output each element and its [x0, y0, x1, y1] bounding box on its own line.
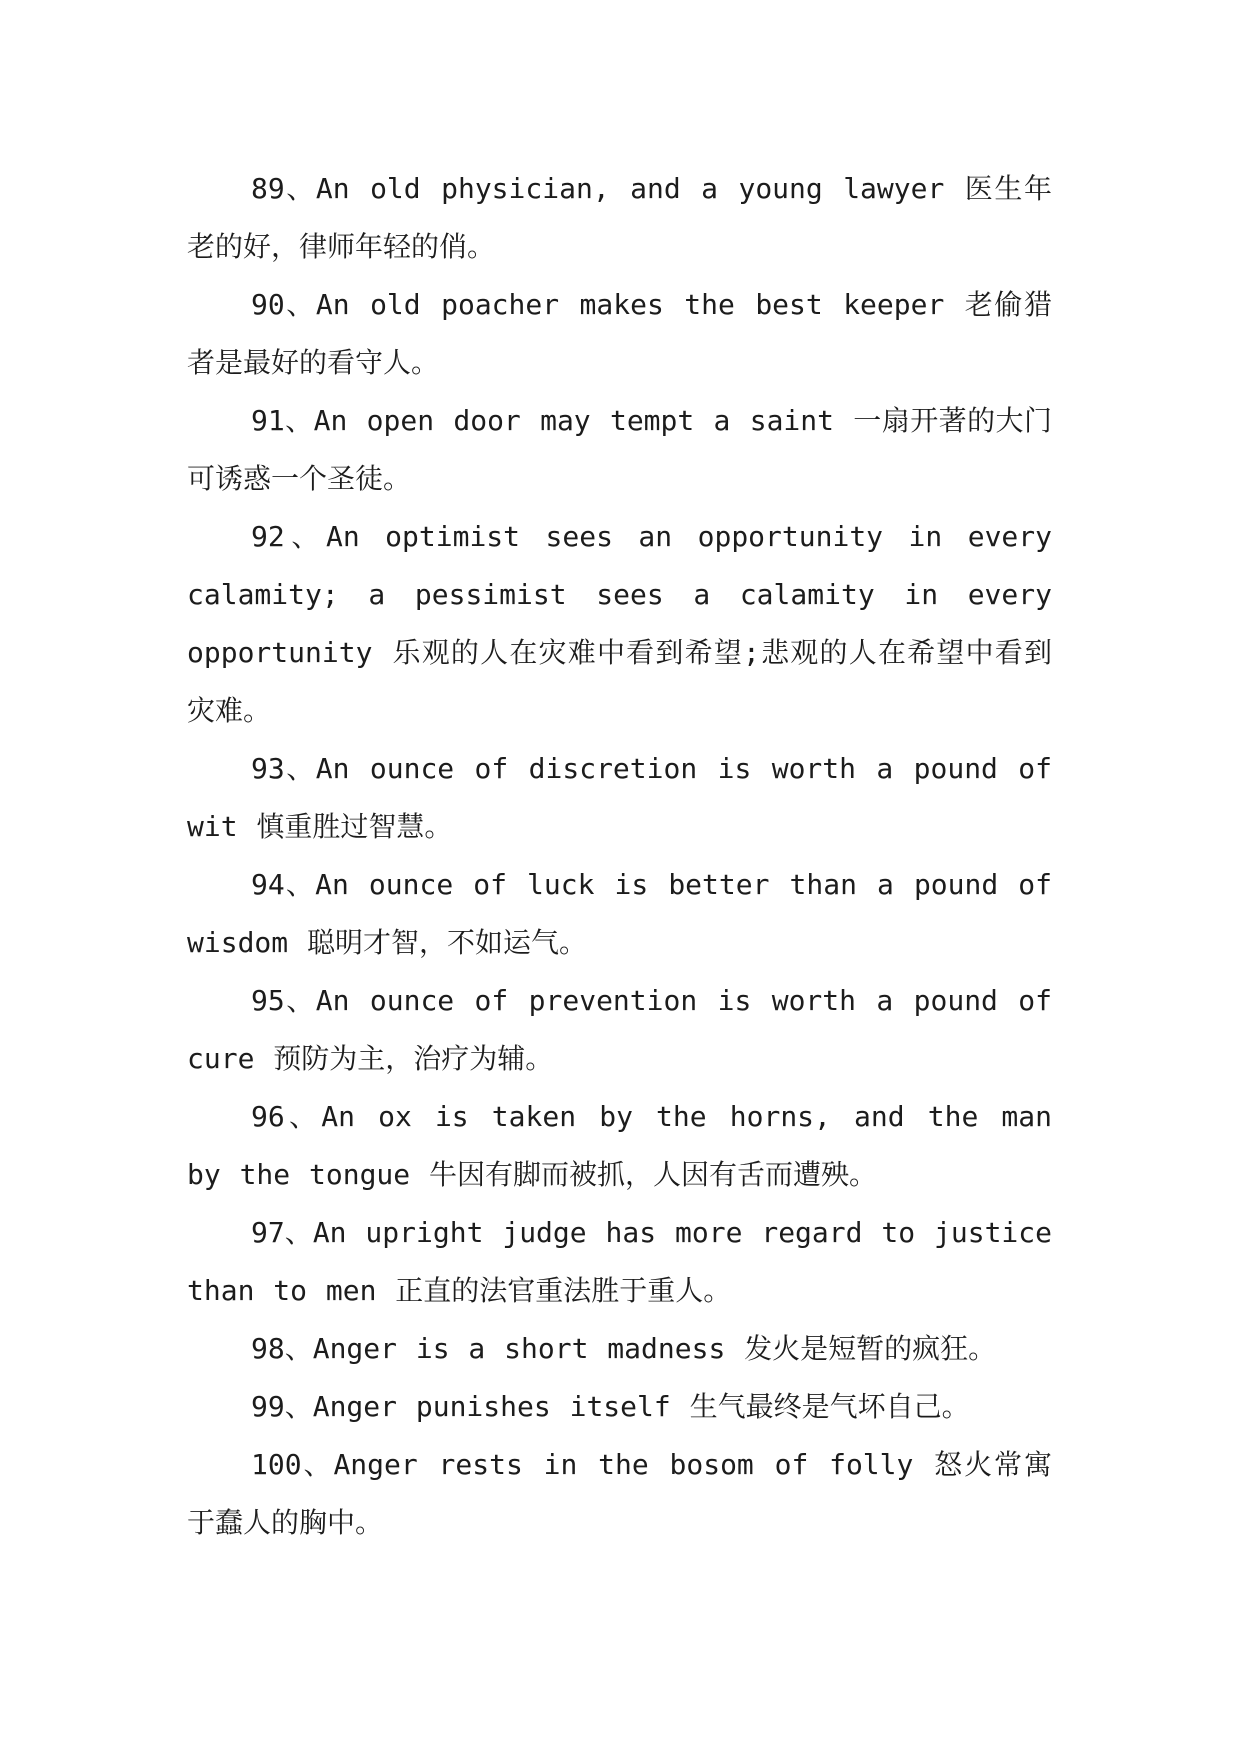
item-text: An ox is taken by the horns, and the man by the tongue 牛因有脚而被抓，人因有舌而遭殃。 — [187, 1100, 1053, 1191]
item-number: 89、 — [251, 172, 316, 205]
item-number: 92、 — [251, 520, 326, 553]
item-text: An open door may tempt a saint 一扇开著的大门可诱惑一个圣徒。 — [187, 404, 1052, 495]
paragraph-89 — [187, 160, 1052, 276]
item-number: 93、 — [251, 752, 316, 785]
paragraph-95 — [187, 972, 1052, 1088]
paragraph-91 — [187, 392, 1052, 508]
item-text: Anger punishes itself 生气最终是气坏自己。 — [312, 1390, 970, 1423]
item-number: 98、 — [251, 1332, 313, 1365]
item-text: An old physician, and a young lawyer 医生年老的好，律师年轻的俏。 — [187, 172, 1052, 263]
paragraph-96 — [187, 1088, 1052, 1204]
paragraph-90 — [187, 276, 1052, 392]
item-text: An ounce of prevention is worth a pound of cure 预防为主，治疗为辅。 — [187, 984, 1053, 1075]
item-number: 96、 — [251, 1100, 322, 1133]
item-text: An ounce of luck is better than a pound of wisdom 聪明才智，不如运气。 — [187, 868, 1053, 959]
item-number: 90、 — [251, 288, 316, 321]
paragraph-100 — [187, 1436, 1052, 1552]
item-text: An old poacher makes the best keeper 老偷猎者是最好的看守人。 — [187, 288, 1052, 379]
paragraph-92 — [187, 508, 1052, 740]
item-number: 99、 — [251, 1390, 313, 1423]
item-text: An optimist sees an opportunity in every calamity; a pessimist sees a calamity in every opportunity 乐观的人在灾难中看到希望;悲观的人在希望中看到灾难。 — [187, 520, 1053, 727]
item-text: Anger rests in the bosom of folly 怒火常寓于蠢人的胸中。 — [187, 1448, 1052, 1539]
item-text: An upright judge has more regard to justice than to men 正直的法官重法胜于重人。 — [187, 1216, 1052, 1307]
item-text: Anger is a short madness 发火是短暂的疯狂。 — [312, 1332, 997, 1365]
paragraph-97 — [187, 1204, 1052, 1320]
document-page — [187, 160, 1052, 1552]
item-number: 95、 — [251, 984, 316, 1017]
item-text: An ounce of discretion is worth a pound of wit 慎重胜过智慧。 — [187, 752, 1053, 843]
item-number: 91、 — [251, 404, 314, 437]
item-number: 94、 — [251, 868, 316, 901]
item-number: 97、 — [251, 1216, 313, 1249]
item-number: 100、 — [251, 1448, 334, 1481]
paragraph-99 — [187, 1378, 1052, 1436]
paragraph-94 — [187, 856, 1052, 972]
paragraph-93 — [187, 740, 1052, 856]
paragraph-98 — [187, 1320, 1052, 1378]
